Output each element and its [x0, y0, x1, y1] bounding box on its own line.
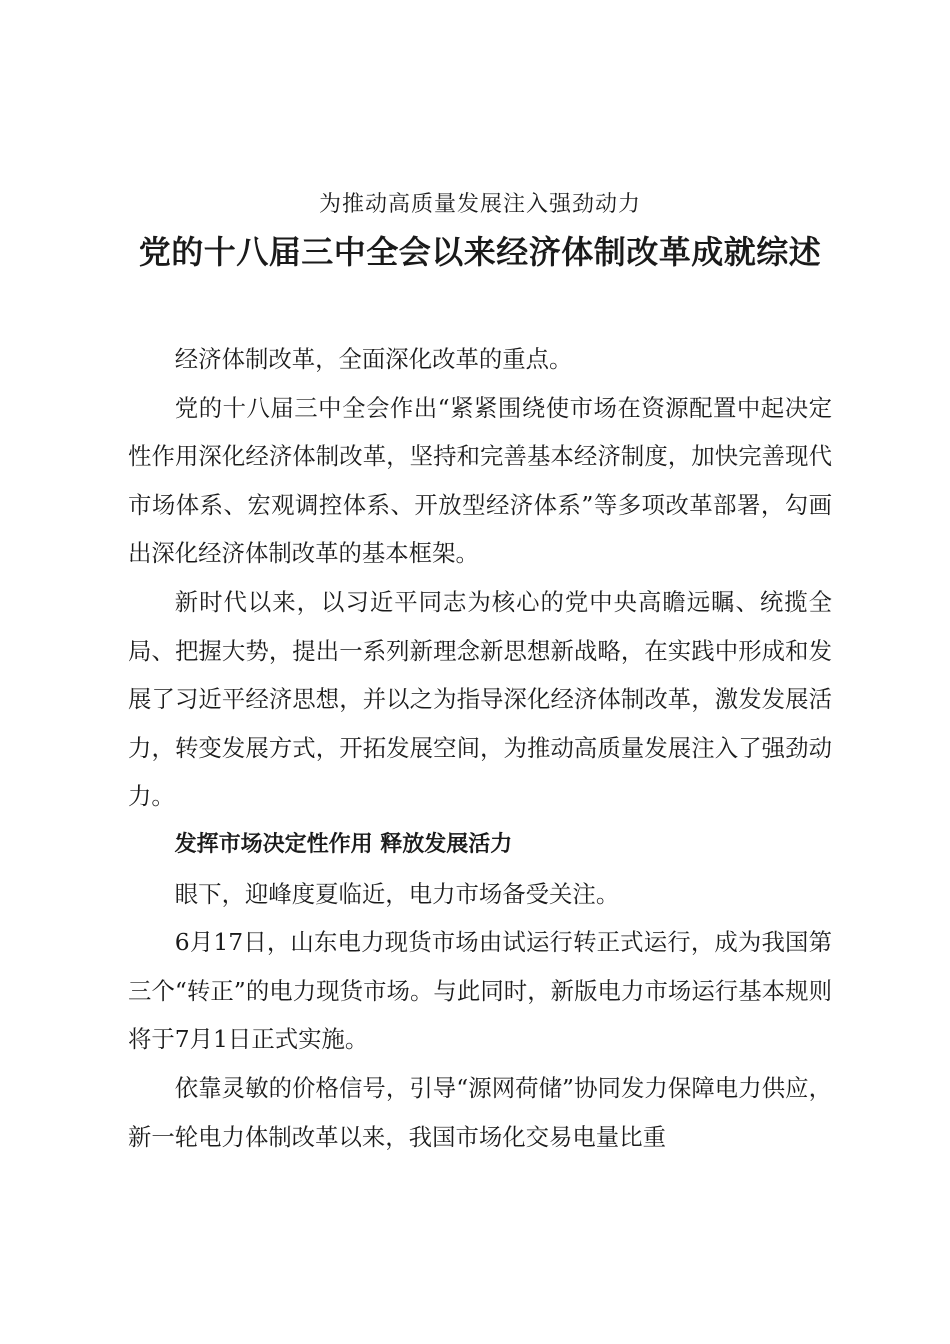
paragraph-power-market: 眼下，迎峰度夏临近，电力市场备受关注。 — [174, 879, 620, 908]
paragraph-intro: 经济体制改革，全面深化改革的重点。 — [174, 345, 573, 373]
document-subtitle: 为推动高质量发展注入强劲动力 — [318, 192, 641, 217]
section-heading: 发挥市场决定性作用 释放发展活力 — [174, 831, 513, 857]
paragraph-framework: 党的十八届三中全会作出“紧紧围绕使市场在资源配置中起决定性作用深化经济体制改革，坚持和完善基本经济制度，加快完善现代市场体系、宏观调控体系、开放型经济体系”等多项改革部署，勾画出深化经济体制改革的基本框架。 — [128, 393, 832, 568]
paragraph-new-era: 新时代以来，以习近平同志为核心的党中央高瞻远瞩、统揽全局、把握大势，提出一系列新理念新思想新战略，在实践中形成和发展了习近平经济思想，并以之为指导深化经济体制改革，激发发展活力，转变发展方式，开拓发展空间，为推动高质量发展注入了强劲动力。 — [128, 587, 832, 811]
paragraph-price-signal: 依靠灵敏的价格信号，引导“源网荷储”协同发力保障电力供应，新一轮电力体制改革以来，我国市场化交易电量比重 — [128, 1073, 832, 1151]
paragraph-shandong: 6月17日，山东电力现货市场由试运行转正式运行，成为我国第三个“转正”的电力现货市场。与此同时，新版电力市场运行基本规则将于7月1日正式实施。 — [128, 928, 832, 1054]
document-body — [128, 335, 832, 1161]
document-title: 党的十八届三中全会以来经济体制改革成就综述 — [138, 233, 822, 271]
